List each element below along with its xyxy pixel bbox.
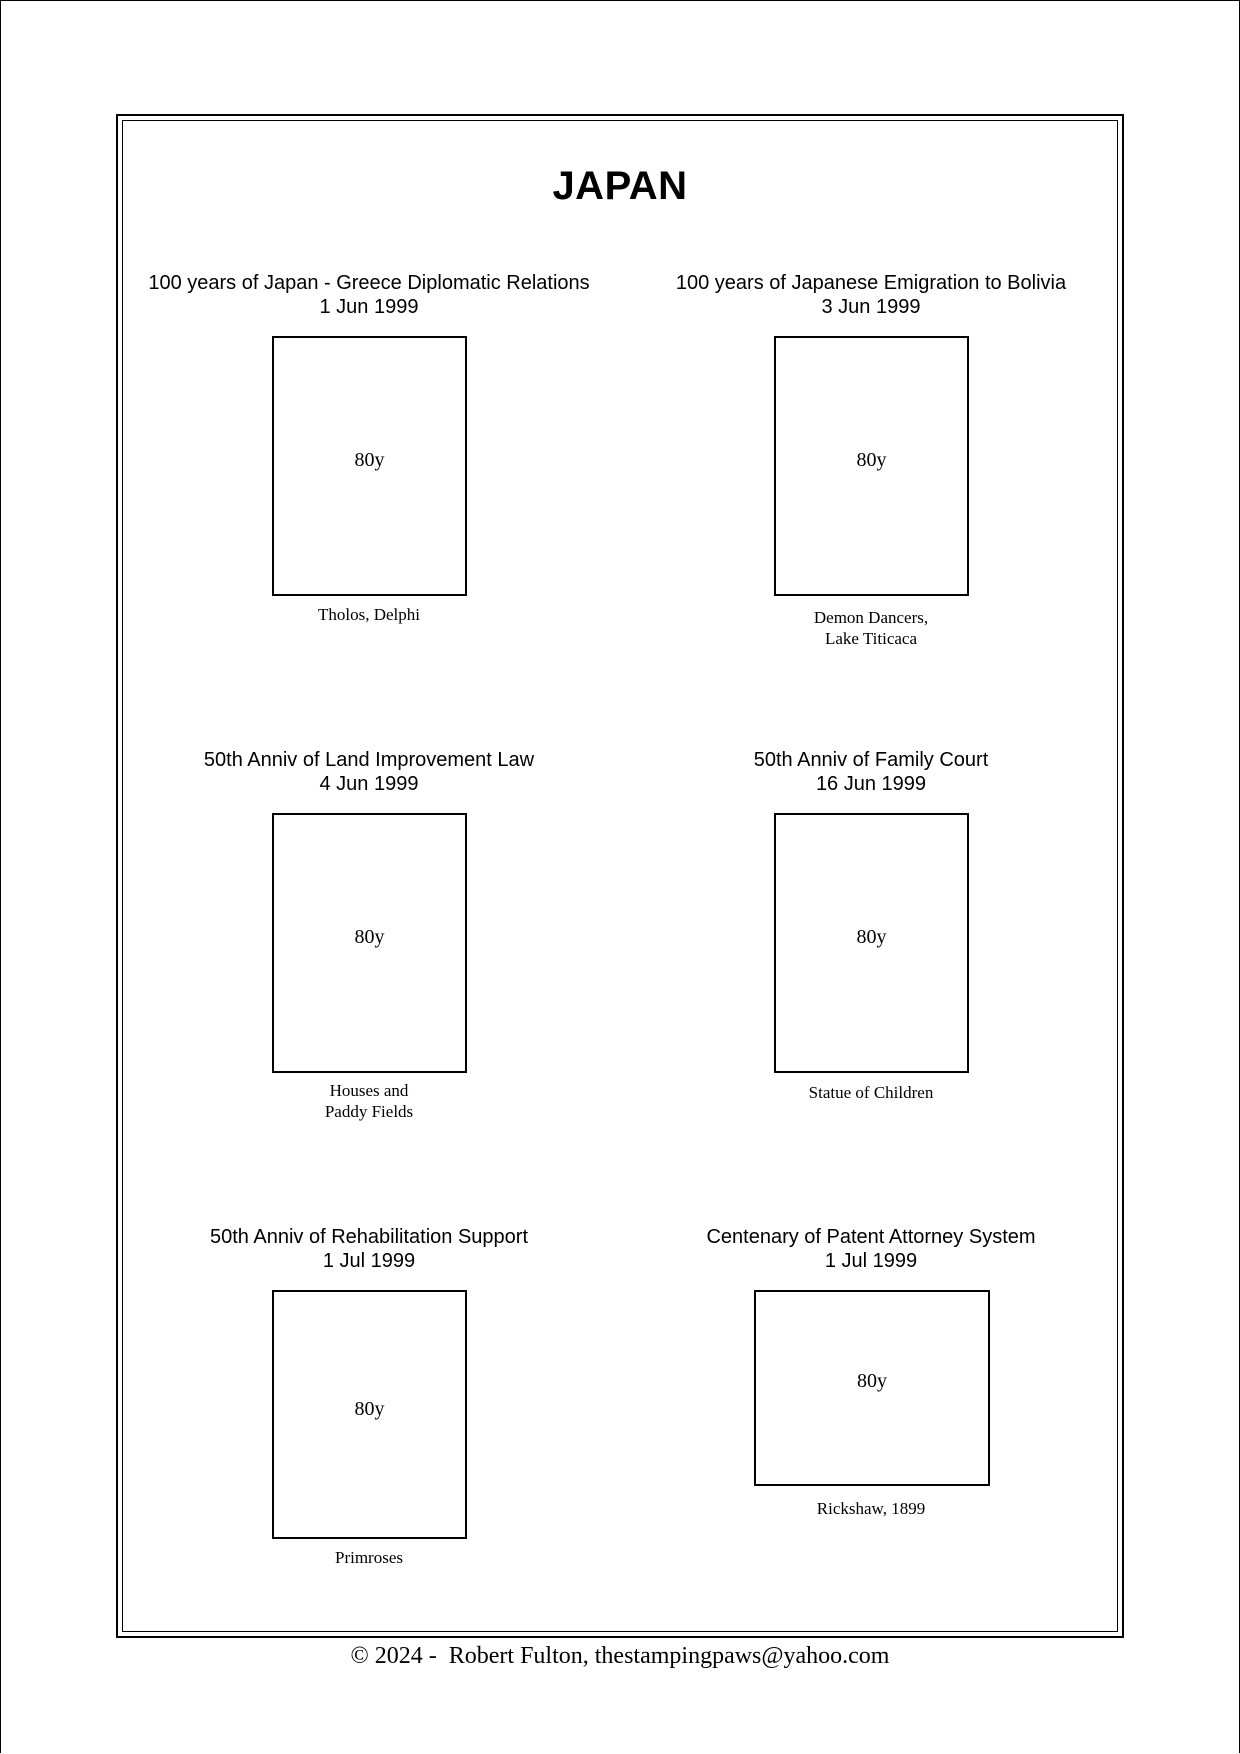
- page-title: JAPAN: [552, 164, 688, 208]
- caption-line: Paddy Fields: [324, 1102, 414, 1121]
- issue-heading: [99, 271, 639, 319]
- issue-date: 1 Jul 1999: [322, 1250, 416, 1272]
- issue-title: 100 years of Japan - Greece Diplomatic Relations: [148, 272, 590, 294]
- issue-heading: [601, 748, 1141, 796]
- issue-title: 50th Anniv of Family Court: [753, 749, 989, 771]
- issue-date: 1 Jun 1999: [319, 296, 419, 318]
- issue-heading: [601, 1225, 1141, 1273]
- caption-line: Primroses: [335, 1548, 403, 1567]
- stamp-mount: [272, 336, 467, 596]
- copyright-footer: © 2024 - Robert Fulton, thestampingpaws@yahoo.com: [350, 1643, 890, 1669]
- stamp-denomination: 80y: [856, 926, 887, 948]
- stamp-caption: [219, 1080, 519, 1122]
- stamp-caption: [219, 604, 519, 625]
- caption-line: Demon Dancers,: [813, 608, 929, 627]
- issue-heading: [99, 748, 639, 796]
- issue-date: 1 Jul 1999: [824, 1250, 918, 1272]
- stamp-mount: [774, 336, 969, 596]
- stamp-denomination: 80y: [354, 1398, 385, 1420]
- stamp-denomination: 80y: [857, 1370, 887, 1392]
- issue-date: 16 Jun 1999: [815, 773, 927, 795]
- caption-line: Houses and: [329, 1081, 409, 1100]
- issue-heading: [99, 1225, 639, 1273]
- stamp-mount: [272, 1290, 467, 1539]
- caption-line: Rickshaw, 1899: [816, 1499, 926, 1518]
- stamp-denomination: 80y: [354, 449, 385, 471]
- issue-heading: [601, 271, 1141, 319]
- stamp-denomination: 80y: [856, 449, 887, 471]
- stamp-mount: [774, 813, 969, 1073]
- stamp-caption: [721, 1498, 1021, 1519]
- stamp-mount: [272, 813, 467, 1073]
- issue-title: Centenary of Patent Attorney System: [706, 1226, 1036, 1248]
- caption-line: Statue of Children: [808, 1083, 934, 1102]
- issue-date: 3 Jun 1999: [821, 296, 921, 318]
- stamp-caption: [219, 1547, 519, 1568]
- stamp-caption: [721, 1082, 1021, 1103]
- caption-line: Tholos, Delphi: [318, 605, 420, 624]
- issue-date: 4 Jun 1999: [319, 773, 419, 795]
- caption-line: Lake Titicaca: [824, 629, 918, 648]
- issue-title: 50th Anniv of Land Improvement Law: [203, 749, 535, 771]
- issue-title: 100 years of Japanese Emigration to Bolivia: [675, 272, 1067, 294]
- stamp-denomination: 80y: [354, 926, 385, 948]
- issue-title: 50th Anniv of Rehabilitation Support: [210, 1226, 528, 1248]
- stamp-caption: [721, 607, 1021, 649]
- stamp-mount: [754, 1290, 990, 1486]
